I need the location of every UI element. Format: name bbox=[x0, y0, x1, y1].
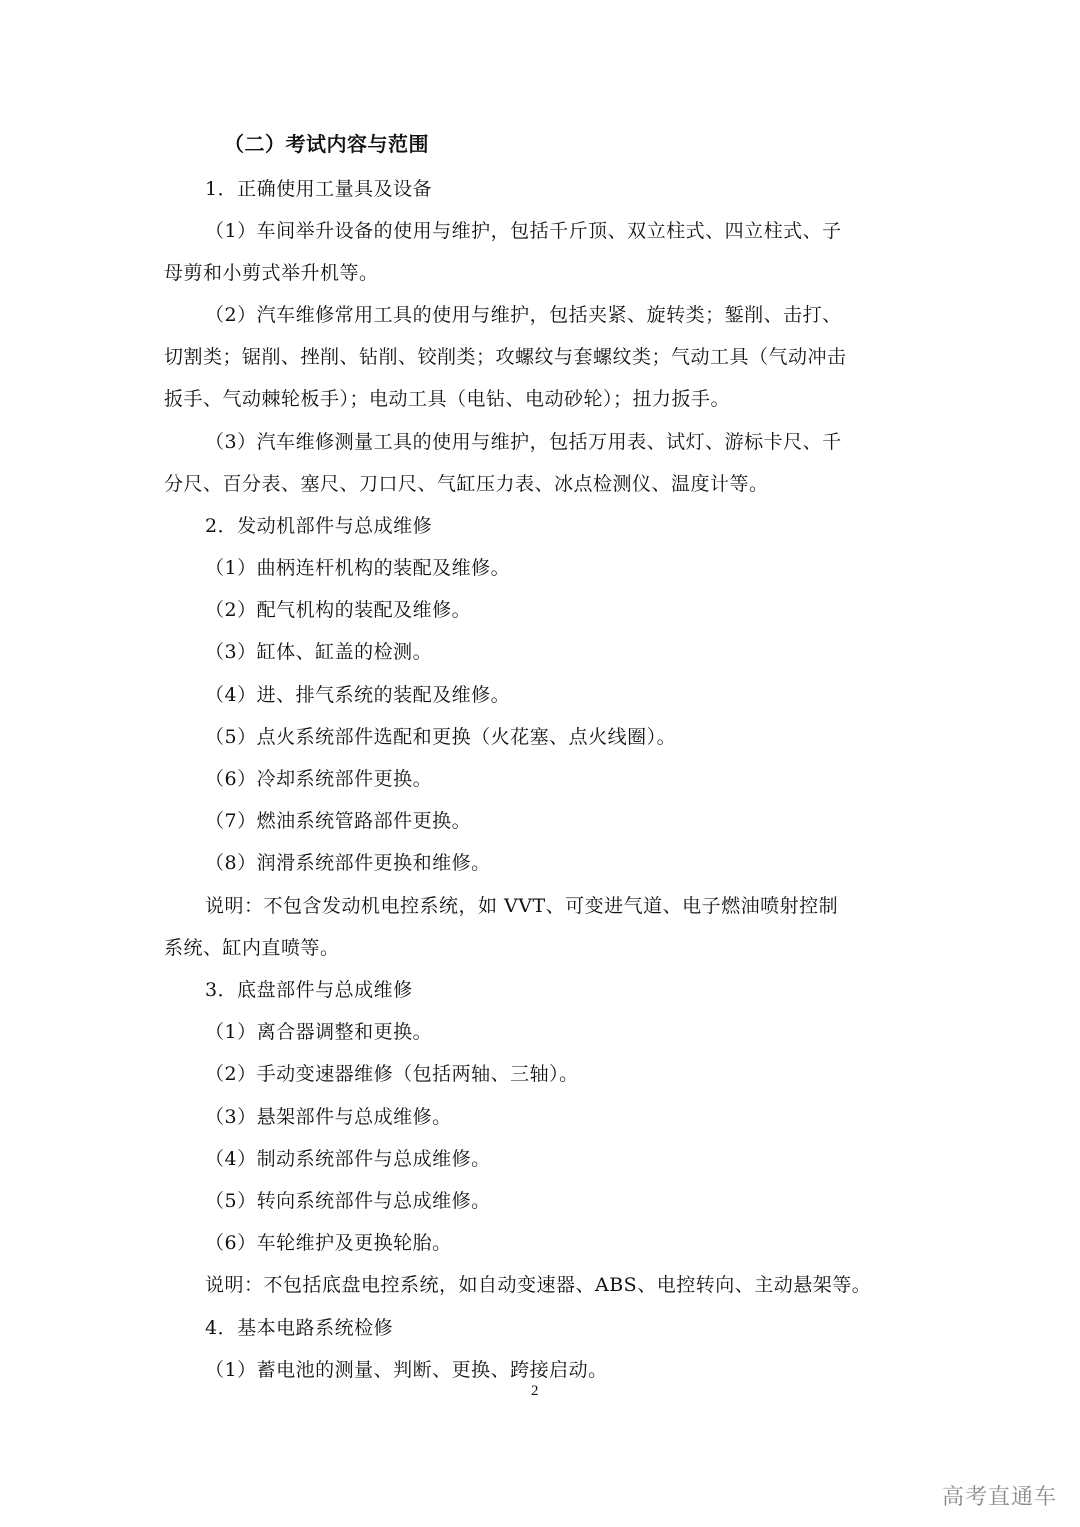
paragraph-line: 切割类；锯削、挫削、钻削、铰削类；攻螺纹与套螺纹类；气动工具（气动冲击 bbox=[164, 346, 847, 368]
list-item: （5）点火系统部件选配和更换（火花塞、点火线圈）。 bbox=[205, 726, 677, 748]
list-item: （5）转向系统部件与总成维修。 bbox=[205, 1190, 491, 1212]
section-heading: （二）考试内容与范围 bbox=[224, 132, 429, 156]
list-item: （4）制动系统部件与总成维修。 bbox=[205, 1148, 491, 1170]
watermark-text: 高考直通车 bbox=[942, 1485, 1058, 1510]
list-item: （3）悬架部件与总成维修。 bbox=[205, 1106, 452, 1128]
note-line: 说明：不包含发动机电控系统，如 VVT、可变进气道、电子燃油喷射控制 bbox=[205, 895, 839, 917]
note-line: 系统、缸内直喷等。 bbox=[164, 937, 340, 959]
list-item: （1）离合器调整和更换。 bbox=[205, 1021, 433, 1043]
list-item: （1）蓄电池的测量、判断、更换、跨接启动。 bbox=[205, 1359, 608, 1381]
list-item: （2）手动变速器维修（包括两轴、三轴）。 bbox=[205, 1063, 579, 1085]
list-item: （6）车轮维护及更换轮胎。 bbox=[205, 1232, 452, 1254]
paragraph-line: 分尺、百分表、塞尺、刀口尺、气缸压力表、冰点检测仪、温度计等。 bbox=[164, 473, 769, 495]
list-item: （6）冷却系统部件更换。 bbox=[205, 768, 433, 790]
list-item: （1）曲柄连杆机构的装配及维修。 bbox=[205, 557, 511, 579]
item-heading-4: 4．基本电路系统检修 bbox=[205, 1317, 394, 1339]
item-heading-1: 1．正确使用工量具及设备 bbox=[205, 178, 433, 200]
paragraph-line: （3）汽车维修测量工具的使用与维护，包括万用表、试灯、游标卡尺、千 bbox=[205, 431, 842, 453]
paragraph-line: 母剪和小剪式举升机等。 bbox=[164, 262, 379, 284]
paragraph-line: （1）车间举升设备的使用与维护，包括千斤顶、双立柱式、四立柱式、子 bbox=[205, 220, 842, 242]
list-item: （8）润滑系统部件更换和维修。 bbox=[205, 852, 491, 874]
item-heading-2: 2．发动机部件与总成维修 bbox=[205, 515, 433, 537]
paragraph-line: 扳手、气动棘轮板手）；电动工具（电钻、电动砂轮）；扭力扳手。 bbox=[164, 388, 731, 410]
item-heading-3: 3．底盘部件与总成维修 bbox=[205, 979, 413, 1001]
list-item: （4）进、排气系统的装配及维修。 bbox=[205, 684, 511, 706]
list-item: （3）缸体、缸盖的检测。 bbox=[205, 641, 433, 663]
note-line: 说明：不包括底盘电控系统，如自动变速器、ABS、电控转向、主动悬架等。 bbox=[205, 1274, 872, 1296]
list-item: （2）配气机构的装配及维修。 bbox=[205, 599, 472, 621]
list-item: （7）燃油系统管路部件更换。 bbox=[205, 810, 472, 832]
paragraph-line: （2）汽车维修常用工具的使用与维护，包括夹紧、旋转类；錾削、击打、 bbox=[205, 304, 842, 326]
page-number: 2 bbox=[531, 1383, 539, 1399]
